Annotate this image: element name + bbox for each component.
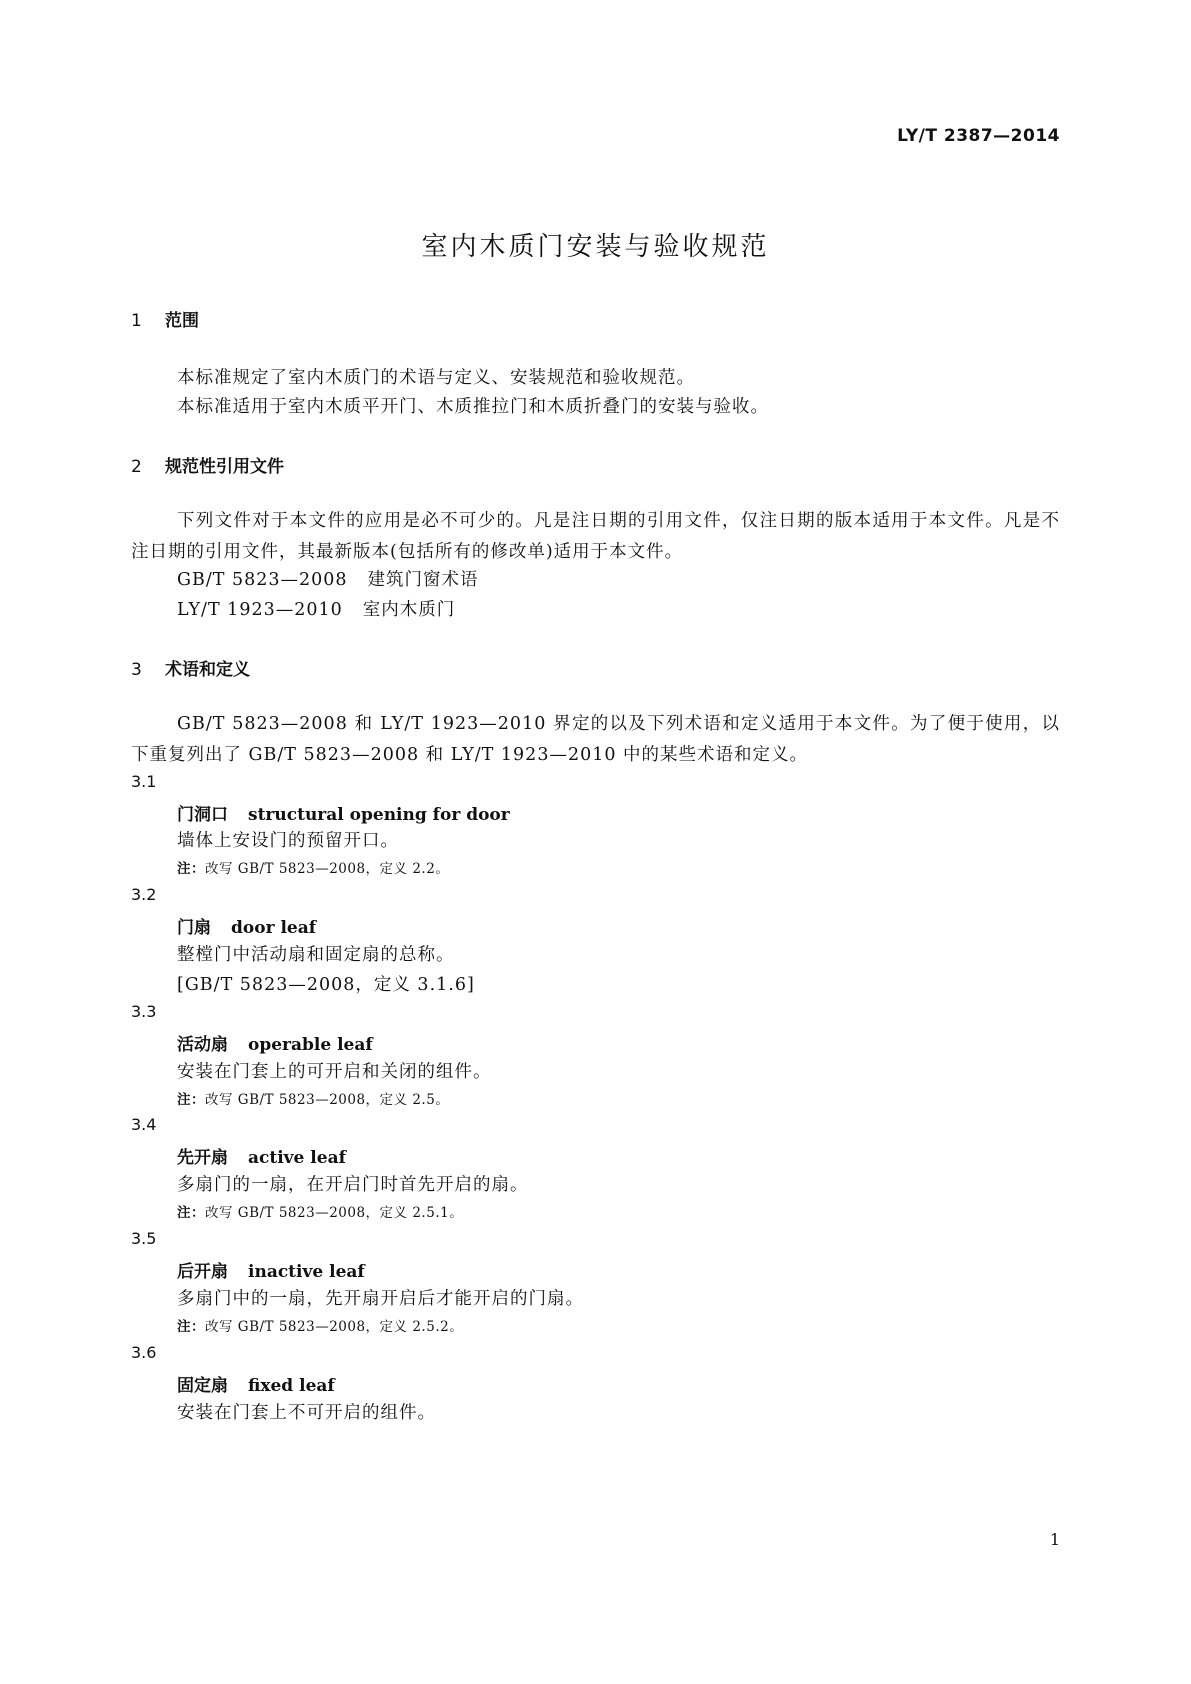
note-text: 改写 GB/T 5823—2008，定义 2.5.2。 bbox=[205, 1319, 464, 1335]
term-name-zh: 后开扇 bbox=[177, 1262, 228, 1282]
term-name bbox=[177, 1143, 346, 1168]
term-definition: 多扇门的一扇，在开启门时首先开启的扇。 bbox=[177, 1175, 529, 1195]
standard-code: LY/T 2387—2014 bbox=[897, 126, 1060, 146]
term-name-en: inactive leaf bbox=[248, 1262, 365, 1282]
term-note bbox=[177, 1088, 449, 1108]
term-name-en: structural opening for door bbox=[248, 805, 510, 825]
term-name bbox=[177, 1257, 365, 1282]
term-definition: 安装在门套上不可开启的组件。 bbox=[177, 1403, 436, 1423]
note-text: 改写 GB/T 5823—2008，定义 2.5.1。 bbox=[205, 1205, 464, 1221]
term-name-zh: 门扇 bbox=[177, 918, 211, 938]
term-number: 3.4 bbox=[131, 1115, 157, 1134]
section-3-heading bbox=[131, 655, 250, 680]
term-name-en: fixed leaf bbox=[248, 1376, 335, 1396]
page-number: 1 bbox=[1049, 1530, 1060, 1549]
reference-code: GB/T 5823—2008 bbox=[177, 570, 348, 590]
note-label: 注： bbox=[177, 1205, 205, 1221]
section-title: 规范性引用文件 bbox=[165, 457, 284, 477]
term-definition: 安装在门套上的可开启和关闭的组件。 bbox=[177, 1062, 492, 1082]
term-definition: 墙体上安设门的预留开口。 bbox=[177, 831, 399, 851]
term-note bbox=[177, 857, 449, 877]
term-definition: 整樘门中活动扇和固定扇的总称。 bbox=[177, 945, 455, 965]
term-name-zh: 门洞口 bbox=[177, 805, 228, 825]
term-note bbox=[177, 1201, 463, 1221]
term-number: 3.3 bbox=[131, 1002, 157, 1021]
scope-paragraph-2: 本标准适用于室内木质平开门、木质推拉门和木质折叠门的安装与验收。 bbox=[177, 397, 769, 417]
section-number: 2 bbox=[131, 457, 142, 477]
term-name bbox=[177, 913, 316, 938]
reference-name: 室内木质门 bbox=[362, 600, 456, 620]
note-label: 注： bbox=[177, 861, 205, 877]
note-text: 改写 GB/T 5823—2008，定义 2.2。 bbox=[205, 861, 450, 877]
section-2-heading bbox=[131, 452, 284, 477]
term-name-zh: 固定扇 bbox=[177, 1376, 228, 1396]
reference-code: LY/T 1923—2010 bbox=[177, 600, 343, 620]
term-source: [GB/T 5823—2008，定义 3.1.6] bbox=[177, 975, 475, 995]
section-1-heading bbox=[131, 306, 199, 331]
section-title: 范围 bbox=[165, 311, 199, 331]
reference-item bbox=[177, 566, 479, 591]
term-name-zh: 活动扇 bbox=[177, 1035, 228, 1055]
scope-paragraph-1: 本标准规定了室内木质门的术语与定义、安装规范和验收规范。 bbox=[177, 368, 695, 388]
term-number: 3.2 bbox=[131, 885, 157, 904]
section-number: 1 bbox=[131, 311, 142, 331]
term-name-en: active leaf bbox=[248, 1148, 346, 1168]
document-title: 室内木质门安装与验收规范 bbox=[421, 232, 770, 262]
reference-name: 建筑门窗术语 bbox=[367, 570, 479, 590]
term-number: 3.5 bbox=[131, 1229, 157, 1248]
terms-intro-paragraph: GB/T 5823—2008 和 LY/T 1923—2010 界定的以及下列术语和定义适用于本文件。为了便于使用，以下重复列出了 GB/T 5823—2008 和 LY/T 1923—2010 中的某些术语和定义。 bbox=[131, 714, 1060, 765]
term-name bbox=[177, 1030, 373, 1055]
term-name bbox=[177, 1371, 335, 1396]
note-text: 改写 GB/T 5823—2008，定义 2.5。 bbox=[205, 1092, 450, 1108]
term-definition: 多扇门中的一扇，先开扇开启后才能开启的门扇。 bbox=[177, 1289, 584, 1309]
term-name-en: door leaf bbox=[231, 918, 317, 938]
section-number: 3 bbox=[131, 660, 142, 680]
note-label: 注： bbox=[177, 1092, 205, 1108]
note-label: 注： bbox=[177, 1319, 205, 1335]
term-name bbox=[177, 800, 510, 825]
term-name-en: operable leaf bbox=[248, 1035, 373, 1055]
term-note bbox=[177, 1315, 463, 1335]
term-number: 3.1 bbox=[131, 772, 157, 791]
normative-references-paragraph: 下列文件对于本文件的应用是必不可少的。凡是注日期的引用文件，仅注日期的版本适用于本文件。凡是不注日期的引用文件，其最新版本(包括所有的修改单)适用于本文件。 bbox=[131, 511, 1060, 562]
term-name-zh: 先开扇 bbox=[177, 1148, 228, 1168]
reference-item bbox=[177, 596, 455, 621]
term-number: 3.6 bbox=[131, 1343, 157, 1362]
section-title: 术语和定义 bbox=[165, 660, 250, 680]
